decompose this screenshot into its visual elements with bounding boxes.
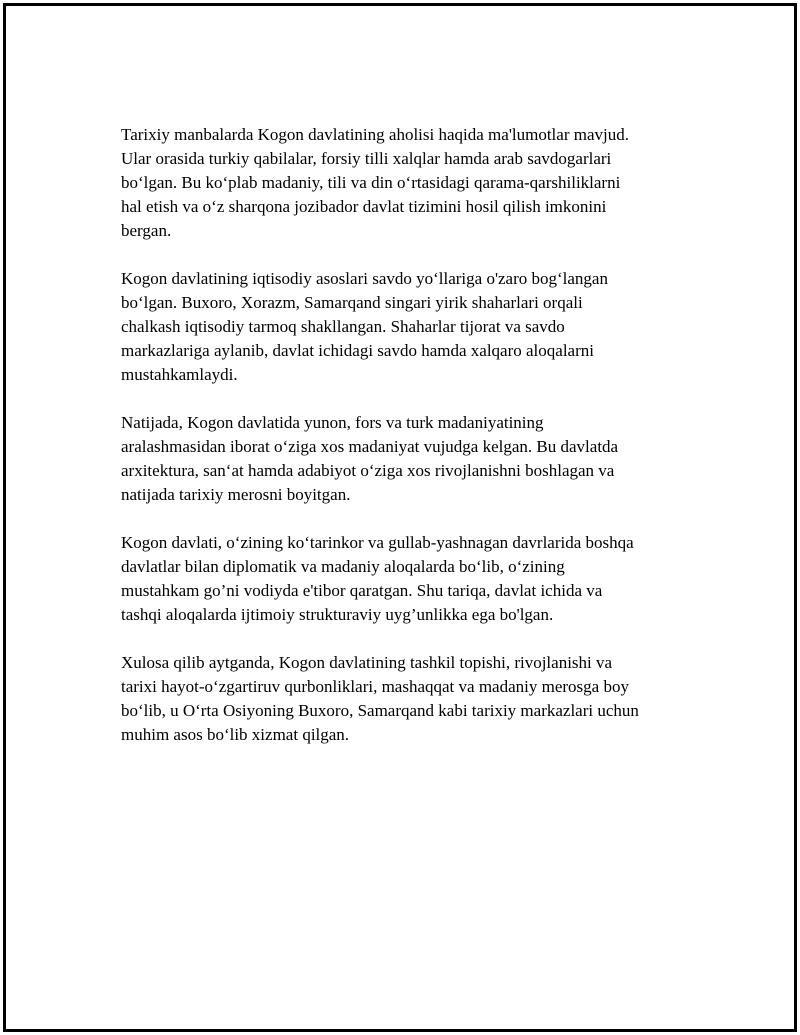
- text-line: Kogon davlati, o‘zining ko‘tarinkor va gullab-yashnagan davrlarida boshqa: [121, 533, 634, 552]
- paragraph-4: [121, 531, 701, 627]
- document-body: [121, 123, 701, 771]
- text-line: Kogon davlatining iqtisodiy asoslari savdo yo‘llariga o'zaro bog‘langan: [121, 269, 608, 288]
- text-line: aralashmasidan iborat o‘ziga xos madaniyat vujudga kelgan. Bu davlatda: [121, 437, 619, 456]
- text-line: mustahkamlaydi.: [121, 365, 238, 384]
- text-line: hal etish va o‘z sharqona jozibador davlat tizimini hosil qilish imkonini: [121, 197, 607, 216]
- text-line: arxitektura, san‘at hamda adabiyot o‘ziga xos rivojlanishni boshlagan va: [121, 461, 615, 480]
- paragraph-2: [121, 267, 701, 387]
- text-line: Ular orasida turkiy qabilalar, forsiy tilli xalqlar hamda arab savdogarlari: [121, 149, 612, 168]
- paragraph-3: [121, 411, 701, 507]
- text-line: tashqi aloqalarda ijtimoiy strukturaviy uyg’unlikka ega bo'lgan.: [121, 605, 554, 624]
- text-line: natijada tarixiy merosni boyitgan.: [121, 485, 351, 504]
- text-line: markazlariga aylanib, davlat ichidagi savdo hamda xalqaro aloqalarni: [121, 341, 594, 360]
- text-line: muhim asos bo‘lib xizmat qilgan.: [121, 725, 350, 744]
- text-line: davlatlar bilan diplomatik va madaniy aloqalarda bo‘lib, o‘zining: [121, 557, 565, 576]
- text-line: Xulosa qilib aytganda, Kogon davlatining tashkil topishi, rivojlanishi va: [121, 653, 613, 672]
- text-line: bo‘lib, u O‘rta Osiyoning Buxoro, Samarqand kabi tarixiy markazlari uchun: [121, 701, 639, 720]
- page-border: [3, 3, 797, 1032]
- text-line: bo‘lgan. Bu ko‘plab madaniy, tili va din o‘rtasidagi qarama-qarshiliklarni: [121, 173, 621, 192]
- text-line: bergan.: [121, 221, 172, 240]
- paragraph-5: [121, 651, 701, 747]
- text-line: tarixi hayot-o‘zgartiruv qurbonliklari, mashaqqat va madaniy merosga boy: [121, 677, 629, 696]
- text-line: Natijada, Kogon davlatida yunon, fors va turk madaniyatining: [121, 413, 544, 432]
- text-line: bo‘lgan. Buxoro, Xorazm, Samarqand singari yirik shaharlari orqali: [121, 293, 583, 312]
- text-line: Tarixiy manbalarda Kogon davlatining aholisi haqida ma'lumotlar mavjud.: [121, 125, 629, 144]
- text-line: chalkash iqtisodiy tarmoq shakllangan. Shaharlar tijorat va savdo: [121, 317, 565, 336]
- paragraph-1: [121, 123, 701, 243]
- text-line: mustahkam go’ni vodiyda e'tibor qaratgan. Shu tariqa, davlat ichida va: [121, 581, 603, 600]
